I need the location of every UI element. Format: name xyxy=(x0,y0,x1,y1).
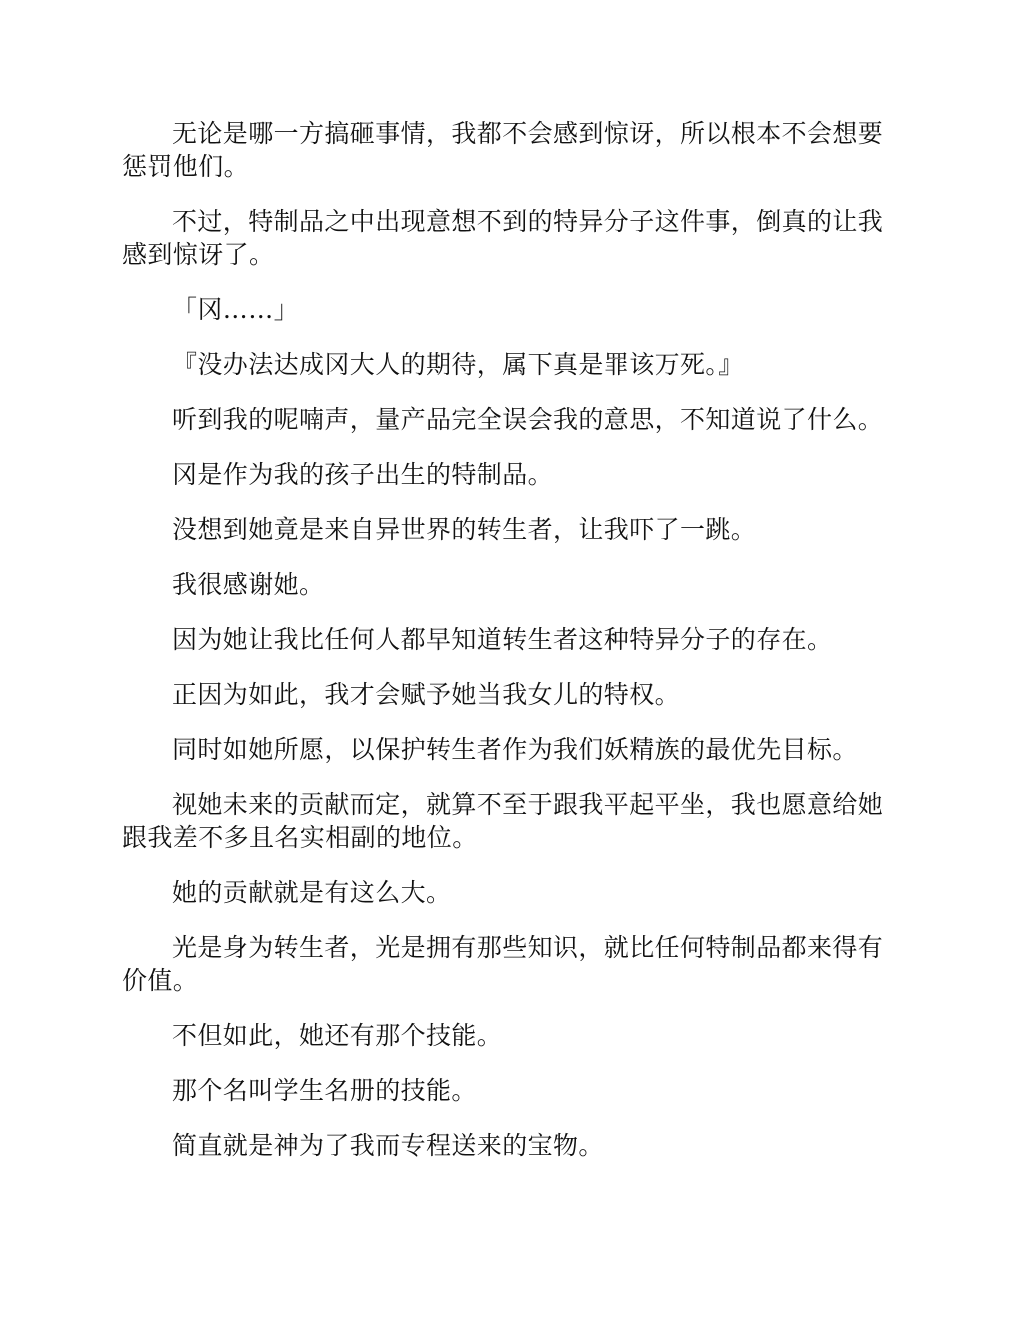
paragraph: 不但如此，她还有那个技能。 xyxy=(172,1021,503,1050)
paragraph: 光是身为转生者，光是拥有那些知识，就比任何特制品都来得有价值。 xyxy=(122,933,884,995)
paragraph: 那个名叫学生名册的技能。 xyxy=(172,1076,477,1105)
paragraph: 她的贡献就是有这么大。 xyxy=(172,878,452,907)
paragraph: 没想到她竟是来自异世界的转生者，让我吓了一跳。 xyxy=(172,515,757,544)
paragraph: 我很感谢她。 xyxy=(172,570,325,599)
document-page xyxy=(122,117,898,1184)
paragraph: 『没办法达成冈大人的期待，属下真是罪该万死。』 xyxy=(172,350,744,379)
paragraph: 正因为如此，我才会赋予她当我女儿的特权。 xyxy=(172,680,681,709)
paragraph: 听到我的呢喃声，量产品完全误会我的意思，不知道说了什么。 xyxy=(172,405,884,434)
paragraph: 同时如她所愿，以保护转生者作为我们妖精族的最优先目标。 xyxy=(172,735,858,764)
paragraph: 无论是哪一方搞砸事情，我都不会感到惊讶，所以根本不会想要惩罚他们。 xyxy=(122,119,884,181)
paragraph: 不过，特制品之中出现意想不到的特异分子这件事，倒真的让我感到惊讶了。 xyxy=(122,207,884,269)
paragraph: 因为她让我比任何人都早知道转生者这种特异分子的存在。 xyxy=(172,625,833,654)
paragraph: 「冈……」 xyxy=(172,295,300,324)
paragraph: 冈是作为我的孩子出生的特制品。 xyxy=(172,460,554,489)
paragraph: 简直就是神为了我而专程送来的宝物。 xyxy=(172,1131,604,1160)
paragraph: 视她未来的贡献而定，就算不至于跟我平起平坐，我也愿意给她跟我差不多且名实相副的地位。 xyxy=(122,790,884,852)
